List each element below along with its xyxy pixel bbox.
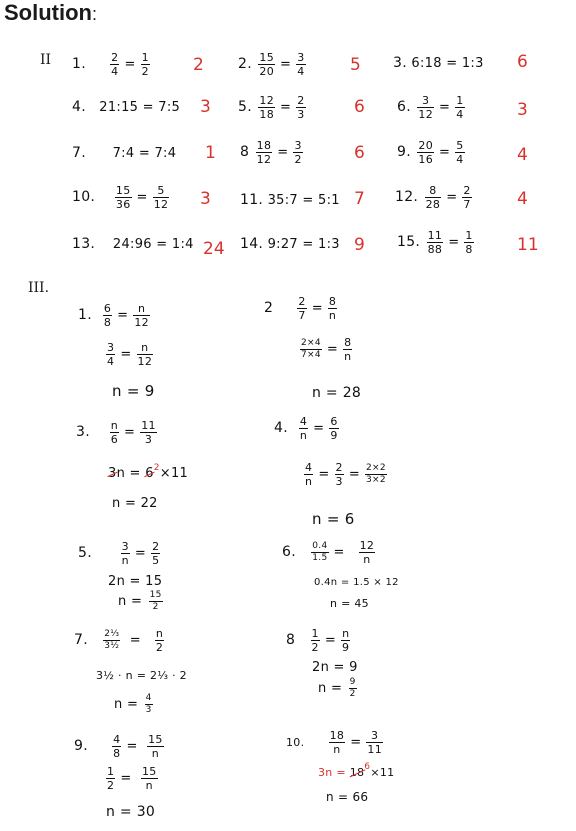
fraction — [304, 462, 313, 487]
s2-answer-7: 1 — [205, 143, 216, 163]
s3-problem-9: 9. $\frac{4}{8}$ = $\frac{15}{n}$ — [74, 733, 163, 760]
s2-item-10: 10. $\frac{15}{36}$ = $\frac{5}{12}$ — [72, 184, 169, 211]
s2-item-7 — [72, 145, 176, 161]
denominator: 4 — [107, 355, 115, 368]
fraction — [151, 541, 160, 566]
problem-number: 3. — [76, 424, 90, 440]
denominator: 3 — [144, 433, 153, 446]
fraction — [149, 591, 163, 612]
item-number: 12. — [395, 189, 419, 205]
s2-item-2: 2. $\frac{15}{20}$ = $\frac{3}{4}$ — [238, 51, 305, 78]
denominator: n — [328, 309, 337, 322]
s3-problem-4: 4. $\frac{4}{n}$ = $\frac{6}{9}$ — [274, 415, 338, 442]
s3-problem-1-result: n = 9 — [112, 382, 155, 400]
denominator: 9 — [330, 429, 338, 442]
denominator: 2 — [155, 641, 164, 654]
numerator: 1 — [107, 765, 115, 778]
fraction — [258, 52, 275, 77]
numerator: 3 — [121, 540, 129, 553]
fraction — [455, 95, 464, 120]
item-number: 3. — [393, 55, 407, 71]
numerator: 11 — [141, 419, 156, 432]
s3-problem-3-step — [108, 463, 189, 481]
item-number: 14. — [240, 236, 264, 252]
numerator: 5 — [456, 139, 464, 152]
step-text: ×11 — [370, 766, 395, 779]
ratio-text: 9:27 = 1:3 — [267, 237, 340, 252]
denominator: 16 — [418, 153, 434, 166]
s3-problem-5-result — [118, 591, 165, 612]
problem-number: 5. — [78, 545, 92, 561]
s3-problem-7: 7. $\frac{\text{2⅓}}{\text{3½}}$ = $\frac{n}{2}$ — [74, 627, 164, 654]
item-number: 10. — [72, 189, 96, 205]
numerator: 3 — [371, 729, 379, 742]
denominator: 2 — [152, 602, 159, 612]
fraction — [417, 95, 434, 120]
fraction — [359, 540, 376, 565]
fraction — [341, 628, 350, 653]
numerator: 18 — [329, 729, 345, 742]
fraction — [141, 52, 150, 77]
denominator: n — [151, 747, 160, 760]
s2-item-5: 5. $\frac{12}{18}$ = $\frac{2}{3}$ — [238, 94, 305, 121]
denominator: 2 — [107, 779, 115, 792]
item-number: 7. — [72, 145, 86, 161]
denominator: 12 — [418, 108, 434, 121]
title-text: Solution — [4, 0, 92, 25]
numerator: 3 — [422, 94, 430, 107]
fraction — [464, 230, 473, 255]
s2-answer-8: 6 — [354, 143, 365, 163]
s2-answer-13: 24 — [203, 239, 225, 259]
problem-number: 4. — [274, 420, 288, 436]
problem-number: 6. — [282, 544, 296, 560]
denominator: 3½ — [104, 641, 120, 651]
fraction — [258, 95, 275, 120]
s2-answer-3: 6 — [517, 52, 528, 72]
fraction — [329, 730, 346, 755]
s3-problem-2-result: n = 28 — [312, 385, 362, 401]
denominator: 4 — [456, 153, 464, 166]
denominator: 7 — [463, 198, 471, 211]
numerator: 4 — [113, 733, 121, 746]
problem-number: 2 — [264, 300, 274, 316]
red-correction: 6 — [364, 762, 371, 772]
s3-problem-5: 5. $\frac{3}{n}$ = $\frac{2}{5}$ — [78, 540, 160, 567]
item-number: 4. — [72, 99, 86, 115]
s3-problem-6-step: 0.4n = 1.5 × 12 — [314, 577, 399, 588]
item-number: 5. — [238, 99, 252, 115]
denominator: 11 — [367, 743, 382, 756]
s3-problem-6: 6. $\frac{0.4}{1.5}$ = $\frac{12}{n}$ — [282, 539, 375, 566]
fraction — [256, 140, 273, 165]
s3-problem-2: 2 $\frac{2}{7}$ = $\frac{8}{n}$ — [264, 295, 337, 322]
numerator: 4 — [299, 415, 308, 428]
ratio-text: 7:4 = 7:4 — [112, 146, 177, 161]
ratio-text: 24:96 = 1:4 — [112, 237, 194, 252]
numerator: 5 — [157, 184, 165, 197]
numerator: 3 — [107, 341, 115, 354]
s3-problem-9-result: n = 30 — [106, 804, 156, 820]
numerator: 2⅓ — [104, 629, 120, 639]
numerator: 2 — [463, 184, 471, 197]
fraction — [103, 303, 112, 328]
fraction — [349, 678, 357, 699]
denominator: 4 — [297, 65, 305, 78]
denominator: 12 — [134, 316, 149, 329]
numerator: 1 — [141, 51, 149, 64]
numerator: n — [342, 627, 350, 640]
numerator: 18 — [256, 139, 272, 152]
s3-problem-8: 8 $\frac{1}{2}$ = $\frac{n}{9}$ — [286, 627, 350, 654]
numerator: 15 — [115, 184, 131, 197]
fraction — [300, 339, 322, 360]
denominator: 3 — [297, 108, 305, 121]
denominator: n — [299, 429, 308, 442]
denominator: 8 — [465, 243, 473, 256]
s2-answer-12: 4 — [517, 189, 528, 209]
s2-item-13 — [72, 236, 194, 252]
s3-problem-6-result: n = 45 — [330, 597, 369, 610]
fraction — [366, 730, 383, 755]
struck-number: 18 — [349, 766, 365, 779]
numerator: 3 — [294, 139, 302, 152]
numerator: 2 — [335, 461, 343, 474]
s2-item-8: 8 $\frac{18}{12}$ = $\frac{3}{2}$ — [240, 139, 302, 166]
fraction — [133, 303, 150, 328]
denominator: 2 — [349, 689, 356, 699]
fraction — [462, 185, 471, 210]
fraction — [115, 185, 132, 210]
numerator: 15 — [259, 51, 275, 64]
s2-answer-9: 4 — [517, 145, 528, 165]
fraction — [147, 734, 164, 759]
s2-item-15: 15. $\frac{11}{88}$ = $\frac{1}{8}$ — [397, 229, 473, 256]
fraction — [103, 630, 120, 651]
fraction — [328, 296, 337, 321]
s3-problem-4-result: n = 6 — [312, 510, 355, 528]
numerator: 4 — [305, 461, 313, 474]
item-number: 11. — [240, 192, 264, 208]
denominator: 8 — [103, 316, 112, 329]
s3-problem-4-step: $\frac{4}{n}$ = $\frac{2}{3}$ = $\frac{2\times 2}{3\times 2}$ — [305, 461, 386, 488]
result-prefix: n = — [114, 697, 143, 712]
fraction — [299, 416, 308, 441]
ratio-text: 35:7 = 5:1 — [267, 193, 340, 208]
s3-problem-3: 3. $\frac{n}{6}$ = $\frac{11}{3}$ — [76, 419, 156, 446]
numerator: 15 — [141, 765, 157, 778]
ratio-text: 21:15 = 7:5 — [99, 100, 181, 115]
numerator: 6 — [103, 302, 112, 315]
struck-digit: 3 — [108, 466, 117, 481]
numerator: 2×4 — [301, 338, 321, 348]
numerator: 11 — [427, 229, 443, 242]
item-number: 13. — [72, 236, 96, 252]
fraction — [365, 464, 387, 485]
section-3-label: III. — [28, 280, 50, 296]
denominator: 3×2 — [366, 475, 386, 485]
numerator: 15 — [148, 733, 163, 746]
fraction — [343, 337, 352, 362]
numerator: 2 — [297, 94, 305, 107]
fraction — [140, 420, 157, 445]
item-number: 9. — [397, 144, 411, 160]
denominator: n — [121, 554, 129, 567]
denominator: 2 — [141, 65, 149, 78]
fraction — [106, 766, 115, 791]
denominator: 28 — [425, 198, 441, 211]
fraction — [417, 140, 434, 165]
denominator: 12 — [256, 153, 272, 166]
fraction — [145, 694, 153, 715]
fraction — [155, 628, 164, 653]
s3-problem-7-step: 3½ · n = 2⅓ · 2 — [96, 669, 187, 682]
fraction — [329, 416, 338, 441]
numerator: 8 — [344, 336, 352, 349]
s3-problem-10: 10. $\frac{18}{n}$ = $\frac{3}{11}$ — [286, 729, 382, 756]
title-colon: : — [91, 4, 97, 24]
struck-digit: 6 — [145, 466, 154, 481]
fraction — [112, 734, 121, 759]
denominator: n — [305, 475, 313, 488]
step-text: ×11 — [159, 466, 189, 481]
s3-problem-10-result: n = 66 — [326, 790, 369, 804]
item-number: 2. — [238, 56, 252, 72]
denominator: 3 — [145, 705, 152, 715]
numerator: 20 — [418, 139, 434, 152]
denominator: 4 — [456, 108, 464, 121]
numerator: 2 — [298, 295, 306, 308]
fraction — [141, 766, 158, 791]
s3-problem-7-result — [114, 694, 155, 715]
s2-answer-10: 3 — [200, 189, 211, 209]
item-number: 8 — [240, 144, 250, 160]
fraction — [455, 140, 464, 165]
denominator: n — [363, 553, 371, 566]
fraction — [106, 342, 115, 367]
denominator: 6 — [110, 433, 119, 446]
item-number: 15. — [397, 234, 421, 250]
fraction — [335, 462, 344, 487]
numerator: n — [138, 302, 146, 315]
red-correction: 2 — [153, 463, 160, 473]
s3-problem-2-step: $\frac{2\times 4}{7\times 4}$ = $\frac{8}{n}$ — [301, 336, 352, 363]
fraction — [296, 95, 305, 120]
denominator: 4 — [111, 65, 119, 78]
numerator: 15 — [149, 590, 162, 600]
numerator: 1 — [456, 94, 464, 107]
problem-number: 9. — [74, 738, 88, 754]
problem-number: 1. — [78, 307, 92, 323]
numerator: 4 — [145, 693, 152, 703]
denominator: 1.5 — [312, 553, 328, 563]
s3-problem-3-result: n = 22 — [112, 496, 158, 511]
denominator: 20 — [259, 65, 275, 78]
item-number: 6. — [397, 99, 411, 115]
denominator: 18 — [259, 108, 275, 121]
fraction — [110, 420, 119, 445]
fraction — [425, 185, 442, 210]
s3-problem-9-step: $\frac{1}{2}$ = $\frac{15}{n}$ — [107, 765, 157, 792]
s3-problem-10-step — [318, 762, 395, 779]
ratio-text: 6:18 = 1:3 — [411, 56, 484, 71]
item-number: 1. — [72, 56, 86, 72]
page-title — [4, 0, 97, 26]
denominator: 7×4 — [301, 350, 321, 360]
numerator: n — [110, 419, 118, 432]
s3-problem-8-step: 2n = 9 — [312, 660, 358, 675]
fraction — [110, 52, 119, 77]
fraction — [311, 542, 328, 563]
fraction — [121, 541, 130, 566]
fraction — [153, 185, 170, 210]
problem-number: 7. — [74, 632, 88, 648]
denominator: 12 — [137, 355, 153, 368]
denominator: 7 — [298, 309, 306, 322]
denominator: 3 — [335, 475, 343, 488]
denominator: 2 — [294, 153, 302, 166]
s3-problem-8-result — [318, 678, 359, 699]
denominator: 8 — [113, 747, 121, 760]
numerator: 2 — [111, 51, 119, 64]
s2-item-14 — [240, 236, 340, 252]
s2-item-1: 1. $\frac{2}{4}$ = $\frac{1}{2}$ — [72, 51, 149, 78]
numerator: 8 — [429, 184, 437, 197]
s2-answer-15: 11 — [517, 235, 539, 255]
numerator: 6 — [330, 415, 338, 428]
s2-item-11 — [240, 192, 340, 208]
s2-item-4 — [72, 99, 180, 115]
s2-item-9: 9. $\frac{20}{16}$ = $\frac{5}{4}$ — [397, 139, 464, 166]
fraction — [137, 342, 154, 367]
s3-problem-1-step: $\frac{3}{4}$ = $\frac{n}{12}$ — [107, 341, 153, 368]
s2-answer-5: 6 — [354, 97, 365, 117]
denominator: n — [333, 743, 341, 756]
section-2-label: II — [40, 52, 52, 68]
denominator: 12 — [153, 198, 169, 211]
numerator: n — [155, 627, 164, 640]
red-step-text: 3n = — [318, 766, 350, 779]
numerator: 12 — [259, 94, 275, 107]
result-prefix: n = — [318, 681, 347, 696]
numerator: n — [141, 341, 149, 354]
denominator: n — [145, 779, 153, 792]
s2-answer-4: 3 — [200, 97, 211, 117]
denominator: 88 — [427, 243, 443, 256]
numerator: 9 — [349, 677, 356, 687]
s2-answer-14: 9 — [354, 235, 365, 255]
s2-answer-2: 5 — [350, 55, 361, 75]
fraction — [297, 296, 306, 321]
denominator: 2 — [311, 641, 319, 654]
denominator: n — [344, 350, 352, 363]
numerator: 8 — [328, 295, 337, 308]
numerator: 12 — [359, 539, 375, 552]
denominator: 9 — [342, 641, 350, 654]
step-text: n = — [116, 466, 146, 481]
denominator: 36 — [115, 198, 131, 211]
numerator: 2 — [152, 540, 160, 553]
problem-number: 8 — [286, 632, 296, 648]
numerator: 1 — [465, 229, 473, 242]
result-prefix: n = — [118, 594, 147, 609]
numerator: 2×2 — [366, 463, 386, 473]
fraction — [293, 140, 302, 165]
numerator: 0.4 — [312, 541, 328, 551]
numerator: 3 — [297, 51, 305, 64]
problem-number: 10. — [286, 736, 305, 749]
fraction — [427, 230, 444, 255]
fraction — [296, 52, 305, 77]
s2-item-3 — [393, 55, 484, 71]
s2-answer-6: 3 — [517, 100, 528, 120]
s2-answer-1: 2 — [193, 55, 204, 75]
s3-problem-5-step: 2n = 15 — [108, 574, 163, 589]
s3-problem-1: 1. $\frac{6}{8}$ = $\frac{n}{12}$ — [78, 302, 149, 329]
s2-item-6: 6. $\frac{3}{12}$ = $\frac{1}{4}$ — [397, 94, 464, 121]
s2-answer-11: 7 — [354, 189, 365, 209]
s2-item-12: 12. $\frac{8}{28}$ = $\frac{2}{7}$ — [395, 184, 471, 211]
numerator: 1 — [311, 627, 319, 640]
denominator: 5 — [152, 554, 160, 567]
fraction — [311, 628, 320, 653]
